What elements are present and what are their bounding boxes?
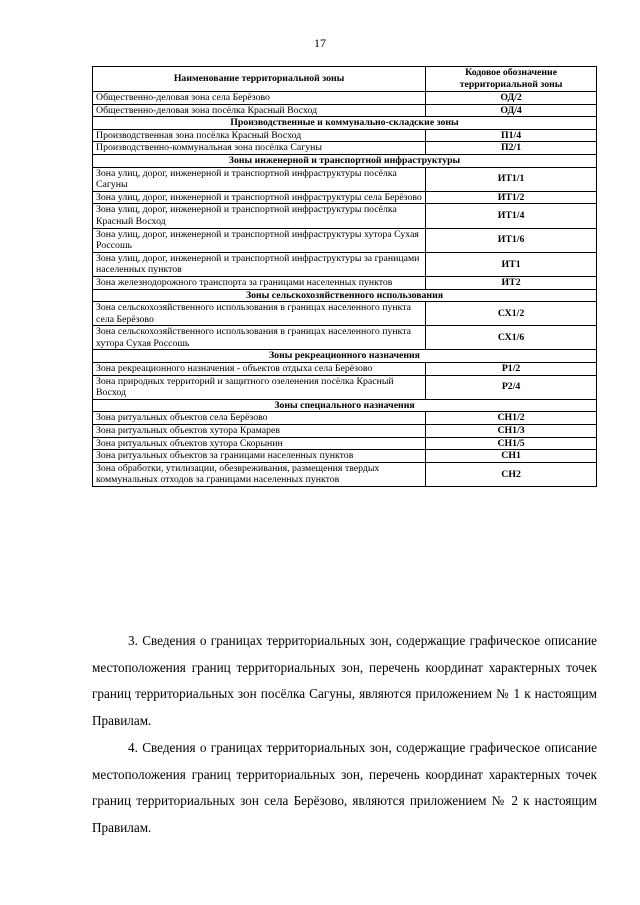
zone-code-cell: СХ1/2 [426,302,597,326]
zone-code-cell: СН1 [426,450,597,463]
zone-name-cell: Зона сельскохозяйственного использования в границах населенного пункта села Берёзово [93,302,426,326]
zone-code-cell: СХ1/6 [426,326,597,350]
table-row [93,276,597,289]
zone-name-cell: Зона обработки, утилизации, обезвреживания, размещения твердых коммунальных отходов за границами населенных пунктов [93,462,426,486]
zone-name-cell: Общественно-деловая зона посёлка Красный Восход [93,104,426,117]
zone-name-cell: Производственная зона посёлка Красный Восход [93,129,426,142]
zone-code-cell: ИТ1/1 [426,167,597,191]
zone-name-cell: Зона сельскохозяйственного использования в границах населенного пункта хутора Сухая Россошь [93,326,426,350]
zone-name-cell: Зона ритуальных объектов хутора Крамарев [93,425,426,438]
table-row [93,129,597,142]
paragraph-3: 3. Сведения о границах территориальных зон, содержащие графическое описание местоположения границ территориальных зон, перечень координат характерных точек границ территориальных зон посёлка Сагуны, являются приложением № 1 к настоящим Правилам. [92,633,597,728]
zone-name-cell: Зона ритуальных объектов за границами населенных пунктов [93,450,426,463]
section-title: Производственные и коммунально-складские зоны [93,117,597,130]
table-row [93,450,597,463]
table-row [93,326,597,350]
zone-code-cell: СН1/2 [426,412,597,425]
zone-code-cell: СН1/3 [426,425,597,438]
header-zone-name: Наименование территориальной зоны [93,67,426,92]
header-zone-code: Кодовое обозначение территориальной зоны [426,67,597,92]
table-row [93,302,597,326]
table-header-row [93,67,597,92]
zone-code-cell: ИТ1/4 [426,204,597,228]
zone-code-cell: СН2 [426,462,597,486]
zone-name-cell: Зона улиц, дорог, инженерной и транспортной инфраструктуры хутора Сухая Россошь [93,228,426,252]
section-title: Зоны специального назначения [93,399,597,412]
zone-code-cell: ИТ1/6 [426,228,597,252]
section-title: Зоны инженерной и транспортной инфраструктуры [93,154,597,167]
table-row [93,412,597,425]
zone-name-cell: Зона ритуальных объектов села Берёзово [93,412,426,425]
zone-code-cell: ИТ1 [426,252,597,276]
section-header-row [93,154,597,167]
zone-name-cell: Общественно-деловая зона села Берёзово [93,92,426,105]
zone-name-cell: Зона улиц, дорог, инженерной и транспортной инфраструктуры за границами населенных пунктов [93,252,426,276]
table-row [93,252,597,276]
zone-name-cell: Зона улиц, дорог, инженерной и транспортной инфраструктуры посёлка Сагуны [93,167,426,191]
zone-code-cell: П1/4 [426,129,597,142]
section-header-row [93,117,597,130]
table-row [93,425,597,438]
zone-name-cell: Зона улиц, дорог, инженерной и транспортной инфраструктуры села Берёзово [93,191,426,204]
zone-code-cell: ИТ2 [426,276,597,289]
page-number: 17 [314,36,326,50]
paragraph-4: 4. Сведения о границах территориальных зон, содержащие графическое описание местоположения границ территориальных зон, перечень координат характерных точек границ территориальных зон села Берёзово, являются приложением № 2 к настоящим Правилам. [92,740,597,835]
territorial-zones-table [92,66,597,487]
table-row [93,437,597,450]
table-row [93,167,597,191]
section-title: Зоны рекреационного назначения [93,350,597,363]
table-row [93,191,597,204]
table-row [93,204,597,228]
section-header-row [93,289,597,302]
table-row [93,92,597,105]
table-row [93,228,597,252]
table-body [93,92,597,487]
section-header-row [93,399,597,412]
zone-code-cell: Р2/4 [426,375,597,399]
table-row [93,375,597,399]
zone-name-cell: Зона ритуальных объектов хутора Скорынин [93,437,426,450]
zone-name-cell: Зона улиц, дорог, инженерной и транспортной инфраструктуры посёлка Красный Восход [93,204,426,228]
zone-code-cell: СН1/5 [426,437,597,450]
zone-name-cell: Производственно-коммунальная зона посёлка Сагуны [93,142,426,155]
zone-code-cell: ОД/4 [426,104,597,117]
table-row [93,363,597,376]
zone-name-cell: Зона железнодорожного транспорта за границами населенных пунктов [93,276,426,289]
zone-code-cell: П2/1 [426,142,597,155]
zone-name-cell: Зона рекреационного назначения - объектов отдыха села Берёзово [93,363,426,376]
zone-code-cell: ОД/2 [426,92,597,105]
section-header-row [93,350,597,363]
table-row [93,462,597,486]
zone-code-cell: ИТ1/2 [426,191,597,204]
zone-code-cell: Р1/2 [426,363,597,376]
table-row [93,104,597,117]
zone-name-cell: Зона природных территорий и защитного озеленения посёлка Красный Восход [93,375,426,399]
table-row [93,142,597,155]
section-title: Зоны сельскохозяйственного использования [93,289,597,302]
